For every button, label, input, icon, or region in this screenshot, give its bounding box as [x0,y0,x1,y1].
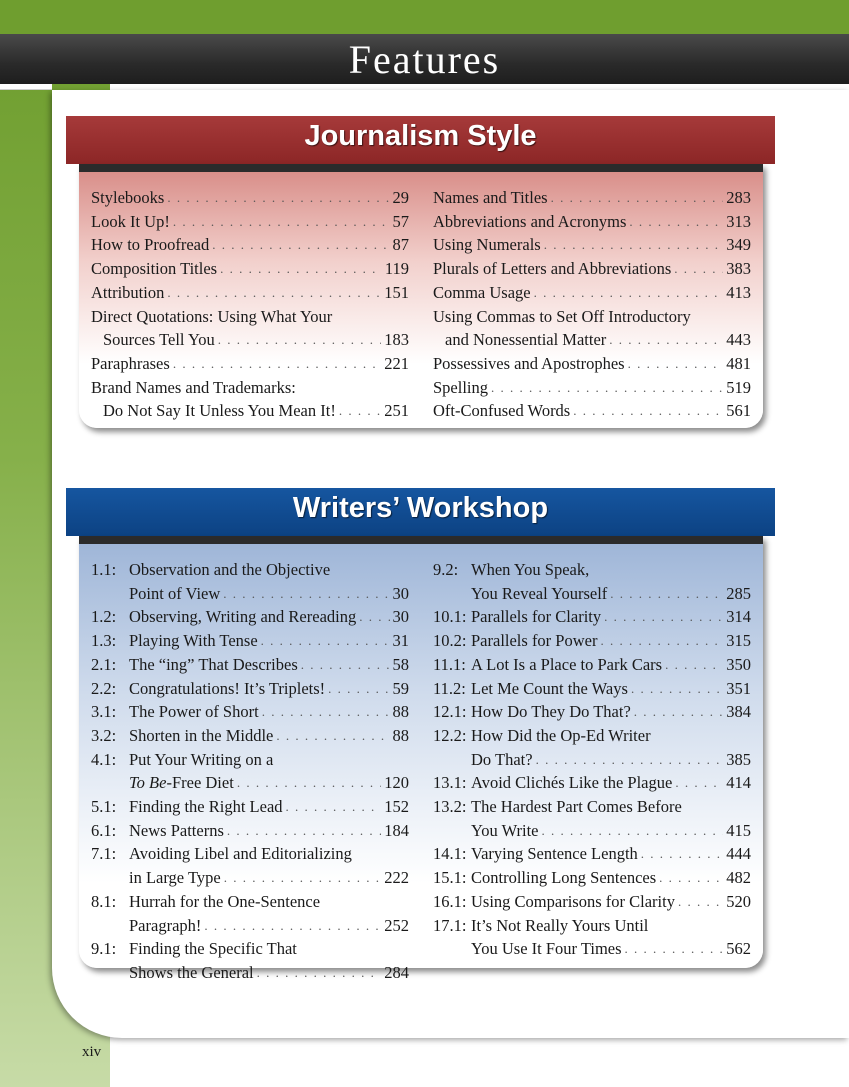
entry-title: Plurals of Letters and Abbreviations [433,259,672,279]
entry-title-continued [129,771,234,795]
toc-entry [433,233,751,257]
dot-leader [610,582,723,606]
dot-leader [257,961,382,985]
entry-number: 11.1: [433,654,466,674]
toc-entry [433,771,751,795]
entry-title-cont-text: Point of View [129,583,221,603]
entry-title: Brand Names and Trademarks: [91,377,296,397]
entry-title: How Did the Op-Ed Writer [471,725,651,745]
entry-page: 285 [726,583,751,603]
entry-number: 8.1: [91,891,117,911]
entry-title-cont-text: You Reveal Yourself [471,583,608,603]
dot-leader [625,937,724,961]
entry-title: Stylebooks [91,188,165,207]
toc-entry-continued [433,748,751,772]
entry-title-cont-text: -Free Diet [166,773,234,793]
title-bar [0,34,849,84]
toc-entry [433,629,751,653]
toc-entry [433,210,751,234]
toc-entry [91,281,409,305]
entry-number: 2.2: [91,678,117,698]
entry-title: News Patterns [129,820,224,840]
dot-leader [167,281,381,305]
entry-title: Composition Titles [91,259,218,279]
entry-number: 9.1: [91,939,117,959]
entry-title: Varying Sentence Length [471,844,638,864]
entry-title-cont-text: Paragraph! [129,915,202,935]
toc-entry-continued [91,914,409,938]
entry-number: 1.1: [91,560,117,579]
entry-title: Abbreviations and Acronyms [433,211,627,231]
toc-entry [433,914,751,938]
dot-leader [544,233,724,257]
entry-page: 384 [726,702,751,722]
entry-title-cont-text: You Write [471,820,539,840]
entry-page: 30 [392,583,409,603]
toc-entry [433,842,751,866]
toc-entry [433,281,751,305]
dot-leader [674,257,723,281]
entry-page: 88 [392,725,409,745]
toc-entry [91,842,409,866]
entry-page: 58 [392,654,409,674]
toc-entry-continued [91,399,409,423]
entry-title: Oft-Confused Words [433,401,571,421]
entry-page: 29 [392,188,409,207]
toc-entry [91,352,409,376]
entry-number: 11.2: [433,678,466,698]
toc-entry-continued [433,328,751,352]
dot-leader [173,210,390,234]
dot-leader [628,352,724,376]
dot-leader [600,629,723,653]
dot-leader [542,819,724,843]
toc-entry [433,399,751,423]
entry-title: Paraphrases [91,353,170,373]
entry-title: How to Proofread [91,235,210,255]
toc-entry-continued [433,819,751,843]
entry-number: 3.1: [91,702,117,722]
toc-entry [91,890,409,914]
dot-leader [604,605,723,629]
dot-leader [218,328,381,352]
entry-title-cont-text: Shows the General [129,962,254,982]
toc-entry-continued [91,328,409,352]
toc-entry [91,605,409,629]
dot-leader [301,653,390,677]
entry-page: 183 [384,330,409,350]
entry-page: 414 [726,773,751,793]
entry-title-cont-text: You Use It Four Times [471,939,622,959]
entry-title: Using Commas to Set Off Introductory [433,306,691,326]
entry-page: 313 [726,211,751,231]
dot-leader [641,842,723,866]
entry-page: 88 [392,702,409,722]
dot-leader [659,866,723,890]
entry-page: 221 [384,353,409,373]
entry-title: Comma Usage [433,282,531,302]
dot-leader [675,771,723,795]
entry-number: 1.3: [91,631,117,651]
entry-number: 13.1: [433,773,467,793]
dot-leader [631,677,723,701]
entry-title: Spelling [433,377,489,397]
entry-title-continued [129,582,220,606]
dot-leader [339,399,381,423]
entry-number: 17.1: [433,915,467,935]
entry-title: How Do They Do That? [471,702,631,722]
dot-leader [573,399,723,423]
dot-leader [223,582,389,606]
entry-page: 57 [392,211,409,231]
entry-page: 283 [726,188,751,207]
dot-leader [534,281,724,305]
entry-page: 349 [726,235,751,255]
toc-entry [91,305,409,329]
toc-entry [433,700,751,724]
title-underline-rule [0,89,52,90]
toc-entry [433,305,751,329]
entry-title-continued [129,866,221,890]
toc-entry [91,653,409,677]
entry-title-continued [471,582,607,606]
entry-number: 10.1: [433,607,467,627]
entry-title: Using Numerals [433,235,541,255]
toc-entry [91,233,409,257]
dot-leader [204,914,381,938]
entry-title-continued [471,819,539,843]
dot-leader [167,186,389,210]
entry-title: Put Your Writing on a [129,749,274,769]
dot-leader [237,771,381,795]
entry-number: 13.2: [433,797,467,817]
entry-page: 120 [384,773,409,793]
toc-entry-continued [91,866,409,890]
entry-title: Let Me Count the Ways [471,678,628,698]
entry-title-continued [471,748,533,772]
entry-title-continued [91,328,215,352]
toc-entry [91,677,409,701]
entry-title-continued [129,961,254,985]
entry-title: The Hardest Part Comes Before [471,797,682,817]
entry-number: 5.1: [91,797,117,817]
entry-page: 314 [726,607,751,627]
toc-entry [91,558,409,582]
entry-page: 415 [726,820,751,840]
toc-entry [433,795,751,819]
writers-workshop-heading: Writers’ Workshop [292,492,549,524]
entry-page: 350 [726,654,751,674]
toc-entry [91,724,409,748]
toc-entry-continued [91,771,409,795]
toc-entry [433,186,751,210]
entry-title-continued [471,937,622,961]
entry-page: 385 [726,749,751,769]
dot-leader [286,795,382,819]
entry-page: 252 [384,915,409,935]
toc-entry [91,257,409,281]
entry-title-cont-text: Sources Tell You [103,330,215,350]
entry-title-continued [91,399,336,423]
entry-title: Avoid Clichés Like the Plague [471,773,673,793]
entry-number: 2.1: [91,654,117,674]
entry-title: Direct Quotations: Using What Your [91,306,333,326]
dot-leader [262,700,390,724]
entry-title-continued [129,914,201,938]
dot-leader [359,605,389,629]
dot-leader [491,376,723,400]
toc-entry-continued [433,582,751,606]
entry-number: 15.1: [433,868,467,888]
entry-title: Finding the Right Lead [129,797,283,817]
entry-title: Finding the Specific That [129,939,297,959]
entry-page: 315 [726,631,751,651]
entry-title: Observation and the Objective [129,560,331,579]
entry-number: 1.2: [91,607,117,627]
entry-number: 9.2: [433,560,459,579]
entry-title-italic: To Be [129,773,167,793]
toc-entry [433,866,751,890]
dot-leader [551,186,724,210]
toc-entry [433,677,751,701]
entry-title: It’s Not Really Yours Until [471,915,649,935]
toc-entry [433,558,751,582]
entry-title: Names and Titles [433,188,548,207]
toc-entry [91,210,409,234]
toc-entry [91,748,409,772]
entry-number: 16.1: [433,891,467,911]
entry-title: Observing, Writing and Rereading [129,607,357,627]
entry-number: 4.1: [91,749,117,769]
entry-title: Shorten in the Middle [129,725,274,745]
entry-title-cont-text: and Nonessential Matter [445,330,607,350]
entry-title: Controlling Long Sentences [471,868,657,888]
entry-title: Playing With Tense [129,631,258,651]
dot-leader [678,890,723,914]
toc-entry [91,186,409,210]
entry-page: 444 [726,844,751,864]
entry-page: 31 [392,631,409,651]
entry-title: Look It Up! [91,211,170,231]
entry-page: 284 [384,962,409,982]
entry-title: Hurrah for the One-Sentence [129,891,321,911]
entry-title: When You Speak, [471,560,590,579]
dot-leader [173,352,381,376]
top-green-band [0,0,849,34]
toc-entry [433,653,751,677]
entry-page: 152 [384,797,409,817]
entry-title-cont-text: in Large Type [129,868,221,888]
page-title: Features [348,37,501,82]
entry-page: 562 [726,939,751,959]
toc-entry [433,376,751,400]
journalism-style-header [66,116,775,164]
page-number: xiv [82,1044,102,1060]
toc-entry [433,605,751,629]
entry-page: 520 [726,891,751,911]
writers-workshop-body [79,536,763,982]
entry-number: 10.2: [433,631,467,651]
toc-entry [433,890,751,914]
entry-title: Avoiding Libel and Editorializing [129,844,352,864]
entry-page: 482 [726,868,751,888]
entry-number: 12.2: [433,725,467,745]
dot-leader [220,257,382,281]
entry-number: 12.1: [433,702,467,722]
dot-leader [609,328,723,352]
entry-page: 561 [726,401,751,421]
entry-page: 184 [384,820,409,840]
entry-page: 87 [392,235,409,255]
entry-page: 30 [392,607,409,627]
dot-leader [261,629,390,653]
entry-title-cont-text: Do That? [471,749,533,769]
entry-title: Possessives and Apostrophes [433,353,625,373]
entry-number: 14.1: [433,844,467,864]
dot-leader [629,210,723,234]
dot-leader [224,866,382,890]
entry-page: 351 [726,678,751,698]
toc-entry [433,257,751,281]
entry-page: 383 [726,259,751,279]
entry-title: Parallels for Clarity [471,607,602,627]
dot-leader [227,819,381,843]
toc-entry [91,795,409,819]
entry-number: 3.2: [91,725,117,745]
dot-leader [328,677,389,701]
dot-leader [212,233,389,257]
toc-entry-continued [91,582,409,606]
entry-page: 413 [726,282,751,302]
workshop-right-column [433,558,751,961]
entry-title-cont-text: Do Not Say It Unless You Mean It! [103,401,336,421]
journalism-right-column [433,186,751,423]
entry-title: A Lot Is a Place to Park Cars [471,654,663,674]
entry-page: 443 [726,330,751,350]
toc-entry [433,724,751,748]
entry-number: 7.1: [91,844,117,864]
entry-title: Using Comparisons for Clarity [471,891,675,911]
writers-workshop-header [66,488,775,536]
toc-entry [91,937,409,961]
entry-title: Parallels for Power [471,631,598,651]
entry-page: 519 [726,377,751,397]
entry-title: Attribution [91,282,165,302]
toc-entry [91,376,409,400]
dot-leader [665,653,723,677]
entry-page: 251 [384,401,409,421]
journalism-left-column [91,186,409,423]
entry-page: 481 [726,353,751,373]
toc-entry-continued [91,961,409,985]
workshop-left-column [91,558,409,985]
dot-leader [276,724,389,748]
toc-entry [91,629,409,653]
dot-leader [634,700,723,724]
entry-page: 151 [384,282,409,302]
journalism-style-body [79,164,763,428]
entry-title-continued [433,328,606,352]
entry-title: Congratulations! It’s Triplets! [129,678,326,698]
toc-entry [91,700,409,724]
toc-entry [91,819,409,843]
toc-entry [433,352,751,376]
entry-title: The Power of Short [129,702,259,722]
journalism-style-heading: Journalism Style [304,120,537,152]
entry-page: 222 [384,868,409,888]
dot-leader [536,748,724,772]
toc-entry-continued [433,937,751,961]
entry-title: The “ing” That Describes [129,654,298,674]
entry-number: 6.1: [91,820,117,840]
entry-page: 59 [392,678,409,698]
entry-page: 119 [384,259,409,279]
